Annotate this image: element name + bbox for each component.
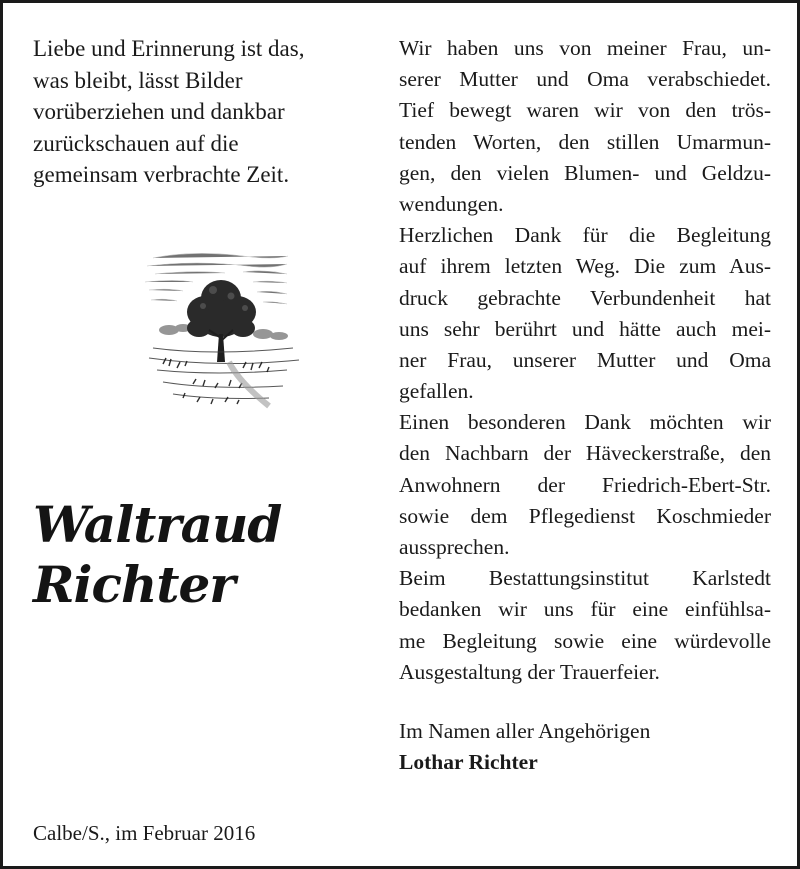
tree-landscape-icon xyxy=(133,238,303,428)
place-date: Calbe/S., im Februar 2016 xyxy=(33,821,256,845)
poem-line: gemeinsam verbrachte Zeit. xyxy=(33,162,290,187)
body-line: sowie dem Pflegedienst Koschmieder xyxy=(399,503,771,528)
spacer xyxy=(399,688,771,716)
body-line: druck gebrachte Verbundenheit hat xyxy=(399,285,771,310)
body-line: Anwohnern der Friedrich-Ebert-Str. xyxy=(399,472,771,497)
body-line: Einen besonderen Dank möchten wir xyxy=(399,410,771,435)
body-line: Wir haben uns von meiner Frau, un- xyxy=(399,36,771,60)
body-text xyxy=(399,33,771,688)
body-line: serer Mutter und Oma verabschiedet. xyxy=(399,67,771,92)
body-line: wendungen. xyxy=(399,191,504,216)
thank-you-text xyxy=(399,33,771,778)
poem-line: zurückschauen auf die xyxy=(33,130,239,156)
body-line: auf ihrem letzten Weg. Die zum Aus- xyxy=(399,254,771,279)
body-line: Tief bewegt waren wir von den trös- xyxy=(399,98,771,123)
signature-name: Lothar Richter xyxy=(399,750,538,775)
body-line: gen, den vielen Blumen- und Geldzu- xyxy=(399,160,771,185)
body-line: uns sehr berührt und hätte auch mei- xyxy=(399,316,771,341)
body-line: ner Frau, unserer Mutter und Oma xyxy=(399,347,771,372)
body-line: aussprechen. xyxy=(399,535,510,559)
poem-line: vorüberziehen und dankbar xyxy=(33,99,285,124)
body-line: tenden Worten, den stillen Umarmun- xyxy=(399,129,771,154)
body-line: bedanken wir uns für eine einfühlsa- xyxy=(399,597,771,622)
poem-line: Liebe und Erinnerung ist das, xyxy=(33,36,305,61)
body-line: den Nachbarn der Häveckerstraße, den xyxy=(399,441,771,466)
deceased-last-name: Richter xyxy=(33,555,235,614)
deceased-name xyxy=(33,495,281,615)
body-line: Beim Bestattungsinstitut Karlstedt xyxy=(399,566,771,591)
body-line: Ausgestaltung der Trauerfeier. xyxy=(399,659,660,684)
memorial-poem xyxy=(33,33,363,191)
deceased-first-name: Waltraud xyxy=(33,495,282,554)
poem-line: was bleibt, lässt Bilder xyxy=(33,67,243,93)
body-line: gefallen. xyxy=(399,379,474,404)
left-column xyxy=(33,33,363,845)
body-line: me Begleitung sowie eine würdevolle xyxy=(399,628,771,653)
signature-intro: Im Namen aller Angehörigen xyxy=(399,718,651,743)
body-line: Herzlichen Dank für die Begleitung xyxy=(399,223,771,248)
